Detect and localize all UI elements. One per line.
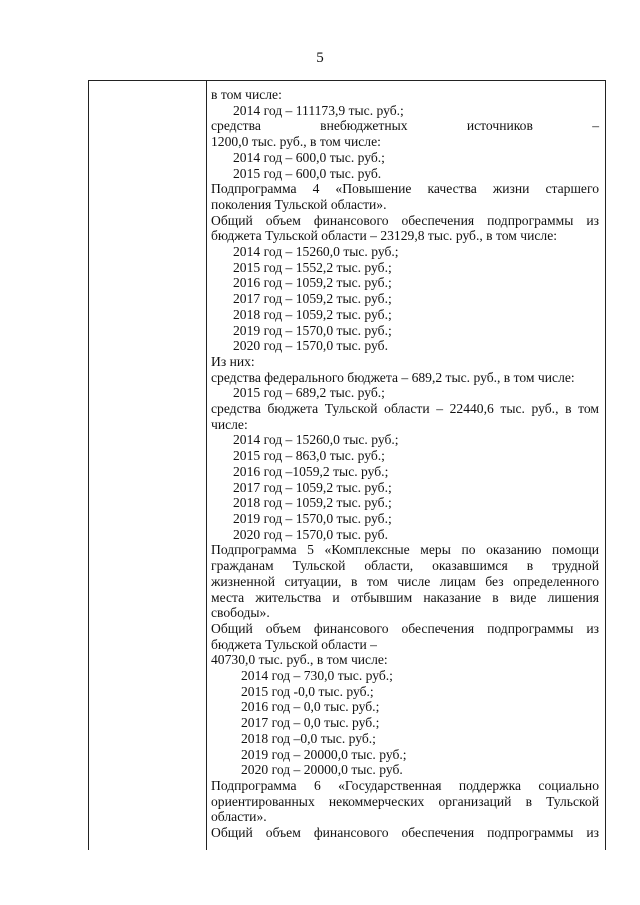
text-line: 2018 год –0,0 тыс. руб.;	[241, 730, 376, 746]
financing-text-cell	[211, 87, 599, 841]
text-line: ориентированных некоммерческих организаций в Тульской	[211, 793, 599, 809]
text-line: 2018 год – 1059,2 тыс. руб.;	[233, 495, 392, 511]
text-line: места жительства и отбывшим наказание в виде лишения	[211, 589, 599, 605]
text-line: 2014 год – 111173,9 тыс. руб.;	[233, 102, 404, 118]
text-line: поколения Тульской области».	[211, 196, 387, 212]
text-line: 2014 год – 730,0 тыс. руб.;	[241, 668, 393, 684]
text-line: средства бюджета Тульской области – 22440,6 тыс. руб., в том	[211, 401, 599, 417]
text-line: жизненной ситуации, в том числе лицам без определенного	[211, 573, 599, 589]
text-line: 2014 год – 15260,0 тыс. руб.;	[233, 244, 399, 260]
text-line: 2019 год – 1570,0 тыс. руб.;	[233, 510, 392, 526]
text-line: Общий объем финансового обеспечения подпрограммы из	[211, 212, 599, 228]
text-line: 2014 год – 15260,0 тыс. руб.;	[233, 432, 399, 448]
text-line: 2020 год – 1570,0 тыс. руб.	[233, 526, 388, 542]
text-line: гражданам Тульской области, оказавшимся в трудной	[211, 558, 599, 574]
text-line: 2018 год – 1059,2 тыс. руб.;	[233, 306, 392, 322]
text-line: 2020 год – 1570,0 тыс. руб.	[233, 338, 388, 354]
text-line: 2017 год – 0,0 тыс. руб.;	[241, 715, 380, 731]
text-line: Общий объем финансового обеспечения подпрограммы из	[211, 620, 599, 636]
text-line: 1200,0 тыс. руб., в том числе:	[211, 134, 381, 150]
text-line: средства федерального бюджета – 689,2 тыс. руб., в том числе:	[211, 369, 575, 385]
text-line: Из них:	[211, 353, 255, 369]
text-line: области».	[211, 809, 267, 825]
text-line: 2017 год – 1059,2 тыс. руб.;	[233, 291, 392, 307]
text-line: Подпрограмма 6 «Государственная поддержка социально	[211, 777, 599, 793]
text-line: бюджета Тульской области – 23129,8 тыс. руб., в том числе:	[211, 228, 558, 244]
text-line: 2014 год – 600,0 тыс. руб.;	[233, 149, 385, 165]
text-line: 40730,0 тыс. руб., в том числе:	[211, 652, 388, 668]
text-line: бюджета Тульской области –	[211, 636, 377, 652]
text-line: числе:	[211, 416, 248, 432]
text-line: 2015 год – 600,0 тыс. руб.	[233, 165, 382, 181]
column-divider	[206, 81, 207, 850]
text-line: 2016 год – 0,0 тыс. руб.;	[241, 699, 380, 715]
text-line: Подпрограмма 5 «Комплексные меры по оказанию помощи	[211, 542, 599, 558]
text-line: Подпрограмма 4 «Повышение качества жизни старшего	[211, 181, 599, 197]
text-line: 2020 год – 20000,0 тыс. руб.	[241, 762, 403, 778]
text-line: Общий объем финансового обеспечения подпрограммы из	[211, 825, 599, 841]
text-line: 2015 год – 863,0 тыс. руб.;	[233, 448, 385, 464]
text-line: 2016 год – 1059,2 тыс. руб.;	[233, 275, 392, 291]
text-line: 2015 год – 1552,2 тыс. руб.;	[233, 259, 392, 275]
text-line: 2019 год – 1570,0 тыс. руб.;	[233, 322, 392, 338]
text-line: 2015 год – 689,2 тыс. руб.;	[233, 385, 385, 401]
text-line: свободы».	[211, 605, 270, 621]
program-table	[88, 80, 606, 850]
text-line: в том числе:	[211, 87, 282, 102]
page-number: 5	[316, 50, 324, 66]
text-line: 2015 год -0,0 тыс. руб.;	[241, 683, 374, 699]
text-line: 2017 год – 1059,2 тыс. руб.;	[233, 479, 392, 495]
text-line: средства внебюджетных источников –	[211, 118, 599, 134]
text-line: 2019 год – 20000,0 тыс. руб.;	[241, 746, 407, 762]
text-line: 2016 год –1059,2 тыс. руб.;	[233, 463, 389, 479]
